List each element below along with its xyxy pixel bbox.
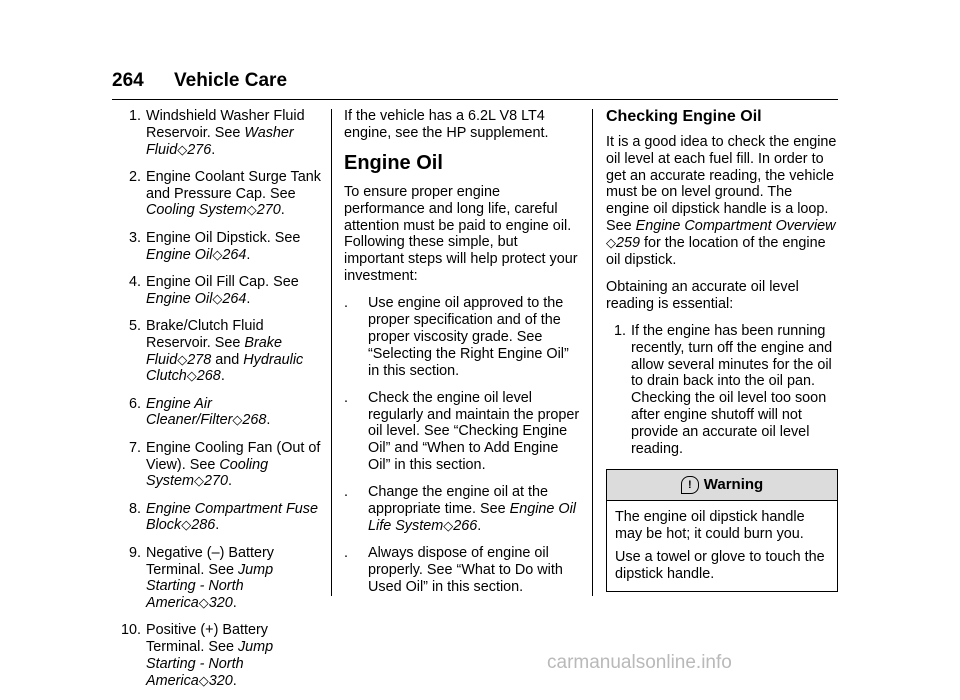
page-ref-arrow-icon: ◇: [212, 246, 223, 262]
page-ref-arrow-icon: ◇: [181, 517, 192, 533]
list-item: 1. Windshield Washer Fluid Reservoir. See Washer Fluid◇276.: [128, 108, 305, 158]
page-ref-arrow-icon: ◇: [193, 473, 204, 489]
page-ref-arrow-icon: ◇: [246, 202, 257, 218]
list-item: . Change the engine oil at the appropriate time. See Engine Oil Life System◇266.: [344, 484, 576, 534]
engine-oil-heading: Engine Oil: [344, 152, 443, 175]
warning-icon: !: [681, 476, 699, 494]
cross-ref-link[interactable]: Engine Oil: [146, 290, 213, 307]
checking-oil-heading: Checking Engine Oil: [606, 108, 762, 125]
list-item: 3. Engine Oil Dipstick. See Engine Oil◇264.: [128, 229, 301, 263]
cross-ref-link[interactable]: Cooling System: [146, 456, 269, 490]
list-item: 8. Engine Compartment Fuse Block◇286.: [128, 500, 318, 534]
cross-ref-link[interactable]: Engine Compartment Fuse Block: [146, 500, 318, 534]
cross-ref-link[interactable]: Hydraulic Clutch: [146, 351, 304, 385]
component-list: [112, 108, 324, 700]
page-number: 264: [112, 70, 144, 91]
cross-ref-link[interactable]: Washer Fluid: [146, 124, 294, 158]
warning-box: [606, 469, 838, 591]
list-item: 10. Positive (+) Battery Terminal. See Jump Starting - North America◇320.: [120, 622, 274, 689]
bullet: .: [344, 389, 348, 406]
page-ref-arrow-icon: ◇: [212, 290, 223, 306]
cross-ref-link[interactable]: Engine Air Cleaner/Filter: [146, 395, 233, 429]
engine-oil-section: [344, 108, 580, 606]
cross-ref-link[interactable]: Brake Fluid: [146, 334, 282, 368]
cross-ref-link[interactable]: Jump Starting - North America: [146, 561, 274, 612]
header-rule: [112, 99, 838, 100]
cross-ref-link[interactable]: Jump Starting - North America: [146, 639, 274, 689]
list-item: 6. Engine Air Cleaner/Filter◇268.: [128, 395, 271, 429]
list-item: . Always dispose of engine oil properly. See “What to Do with Used Oil” in this section.: [344, 545, 563, 595]
list-item: . Use engine oil approved to the proper specification and of the proper viscosity grade. See “Selecting the Right Engine Oil” in this section.: [344, 295, 569, 379]
list-item: 5. Brake/Clutch Fluid Reservoir. See Brake Fluid◇278 and Hydraulic Clutch◇268.: [128, 317, 304, 385]
bullet: .: [344, 484, 348, 501]
list-item: . Check the engine oil level regularly and maintain the proper oil level. See “Checking Engine Oil” and “When to Add Engine Oil” in this section.: [344, 389, 580, 474]
page-ref-arrow-icon: ◇: [198, 672, 209, 688]
page-ref-arrow-icon: ◇: [443, 517, 454, 533]
page-ref-arrow-icon: ◇: [606, 234, 616, 250]
page-ref-arrow-icon: ◇: [198, 595, 209, 611]
checking-oil-section: [606, 108, 838, 592]
page-ref-arrow-icon: ◇: [177, 351, 188, 367]
engine-oil-intro: To ensure proper engine performance and long life, careful attention must be paid to engine oil. Following these simple, but important steps will help protect your investment:: [344, 184, 578, 285]
list-item: 2. Engine Coolant Surge Tank and Pressure Cap. See Cooling System◇270.: [128, 168, 321, 219]
cross-ref-link[interactable]: Engine Oil Life System: [368, 501, 576, 534]
list-item: 4. Engine Oil Fill Cap. See Engine Oil◇264.: [128, 273, 299, 307]
column-divider-2: [592, 109, 593, 596]
column-divider-1: [331, 109, 332, 596]
checking-oil-para: It is a good idea to check the engine oil level at each fuel fill. In order to get an accurate reading, the vehicle must be on level ground. The engine oil dipstick handle is a loop. See Engine Compartment Overview ◇259 for the location of the engine oil dipstick.: [606, 134, 837, 268]
cross-ref-link[interactable]: Engine Compartment Overview: [635, 217, 836, 234]
page-header: [112, 70, 287, 92]
warning-body: The engine oil dipstick handle may be hot; it could burn you. Use a towel or glove to touch the dipstick handle.: [615, 509, 825, 582]
watermark: carmanualsonline.info: [547, 652, 732, 673]
list-item: 7. Engine Cooling Fan (Out of View). See Cooling System◇270.: [128, 439, 321, 490]
lt4-note: If the vehicle has a 6.2L V8 LT4 engine, see the HP supplement.: [344, 108, 549, 141]
list-item: 1. If the engine has been running recently, turn off the engine and allow several minutes for the oil to drain back into the oil pan. Checking the oil level too soon after engine shutoff will not provide an accurate oil level reading.: [613, 322, 833, 457]
cross-ref-link[interactable]: Engine Oil: [146, 246, 213, 263]
cross-ref-link[interactable]: Cooling System: [146, 202, 247, 219]
page-ref-arrow-icon: ◇: [177, 141, 188, 157]
warning-header: ! Warning: [607, 470, 837, 501]
list-item: 9. Negative (–) Battery Terminal. See Jump Starting - North America◇320.: [128, 544, 274, 612]
page-ref-arrow-icon: ◇: [186, 368, 197, 384]
bullet: .: [344, 545, 348, 562]
page-ref-arrow-icon: ◇: [232, 412, 243, 428]
bullet: .: [344, 295, 348, 312]
section-title: Vehicle Care: [174, 70, 288, 91]
accurate-reading-para: Obtaining an accurate oil level reading is essential:: [606, 278, 799, 312]
